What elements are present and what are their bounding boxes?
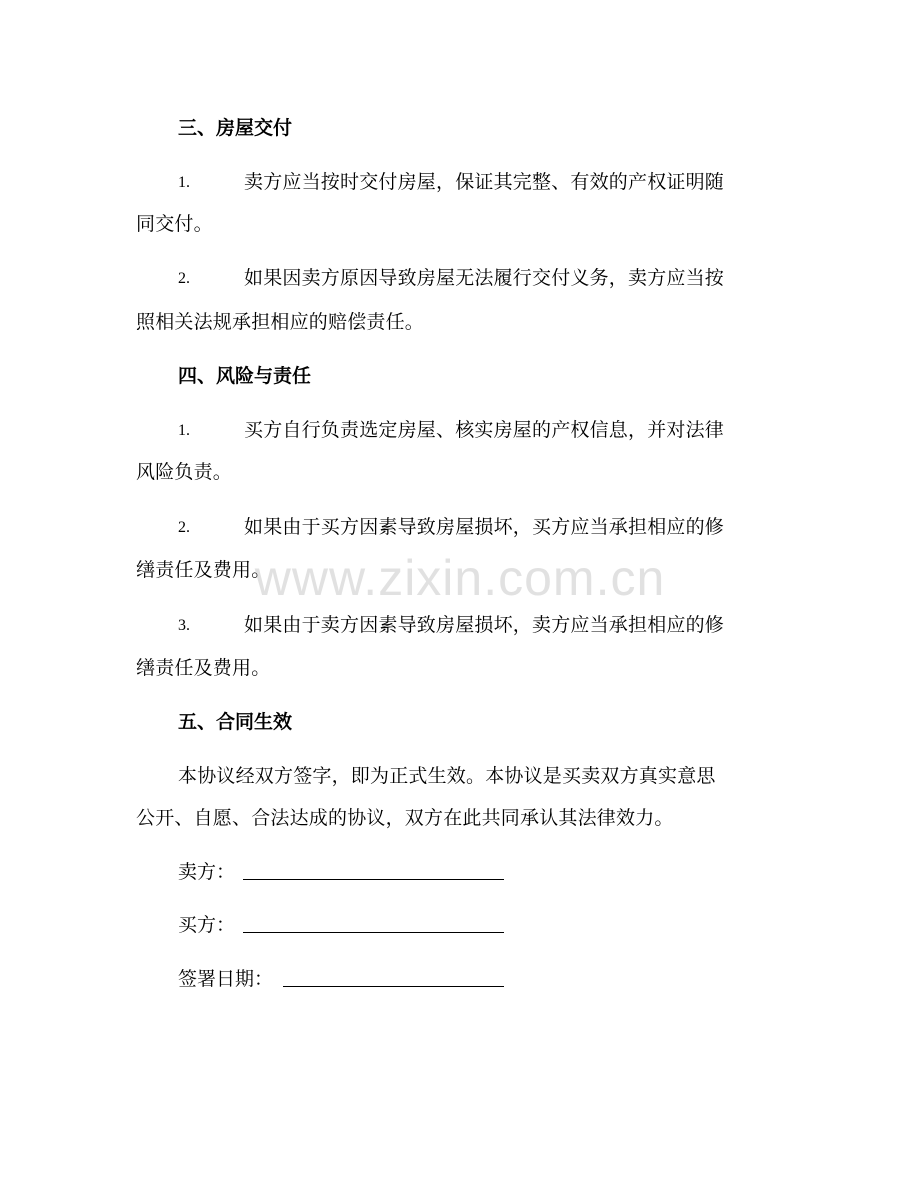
item-text-line: 卖方应当按时交付房屋，保证其完整、有效的产权证明随	[244, 171, 725, 193]
item-text-line: 买方自行负责选定房屋、核实房屋的产权信息，并对法律	[244, 419, 725, 441]
buyer-signature-label: 买方：	[178, 914, 236, 936]
watermark: www.zixin.com.cn	[254, 550, 666, 606]
item-text-line: 缮责任及费用。	[136, 559, 271, 581]
item-number: 2.	[178, 519, 190, 536]
item-text-line: 同交付。	[136, 213, 213, 235]
item-text-line: 缮责任及费用。	[136, 657, 271, 679]
item-number: 2.	[178, 270, 190, 287]
section-heading-effect: 五、合同生效	[178, 711, 293, 733]
paragraph-line: 公开、自愿、合法达成的协议，双方在此共同承认其法律效力。	[136, 807, 674, 829]
date-signature-line	[283, 986, 504, 987]
item-text-line: 照相关法规承担相应的赔偿责任。	[136, 311, 425, 333]
date-signature-label: 签署日期：	[178, 968, 274, 990]
item-number: 1.	[178, 174, 190, 191]
paragraph-line: 本协议经双方签字，即为正式生效。本协议是买卖双方真实意思	[178, 765, 716, 787]
item-number: 3.	[178, 617, 190, 634]
buyer-signature-line	[243, 932, 504, 933]
item-text-line: 风险负责。	[136, 461, 233, 483]
seller-signature-label: 卖方：	[178, 861, 236, 883]
section-heading-delivery: 三、房屋交付	[178, 117, 293, 139]
item-text-line: 如果由于卖方因素导致房屋损坏，卖方应当承担相应的修	[244, 614, 725, 636]
item-text-line: 如果由于买方因素导致房屋损坏，买方应当承担相应的修	[244, 516, 725, 538]
seller-signature-line	[243, 879, 504, 880]
item-number: 1.	[178, 422, 190, 439]
item-text-line: 如果因卖方原因导致房屋无法履行交付义务，卖方应当按	[244, 267, 725, 289]
section-heading-risk: 四、风险与责任	[178, 365, 312, 387]
